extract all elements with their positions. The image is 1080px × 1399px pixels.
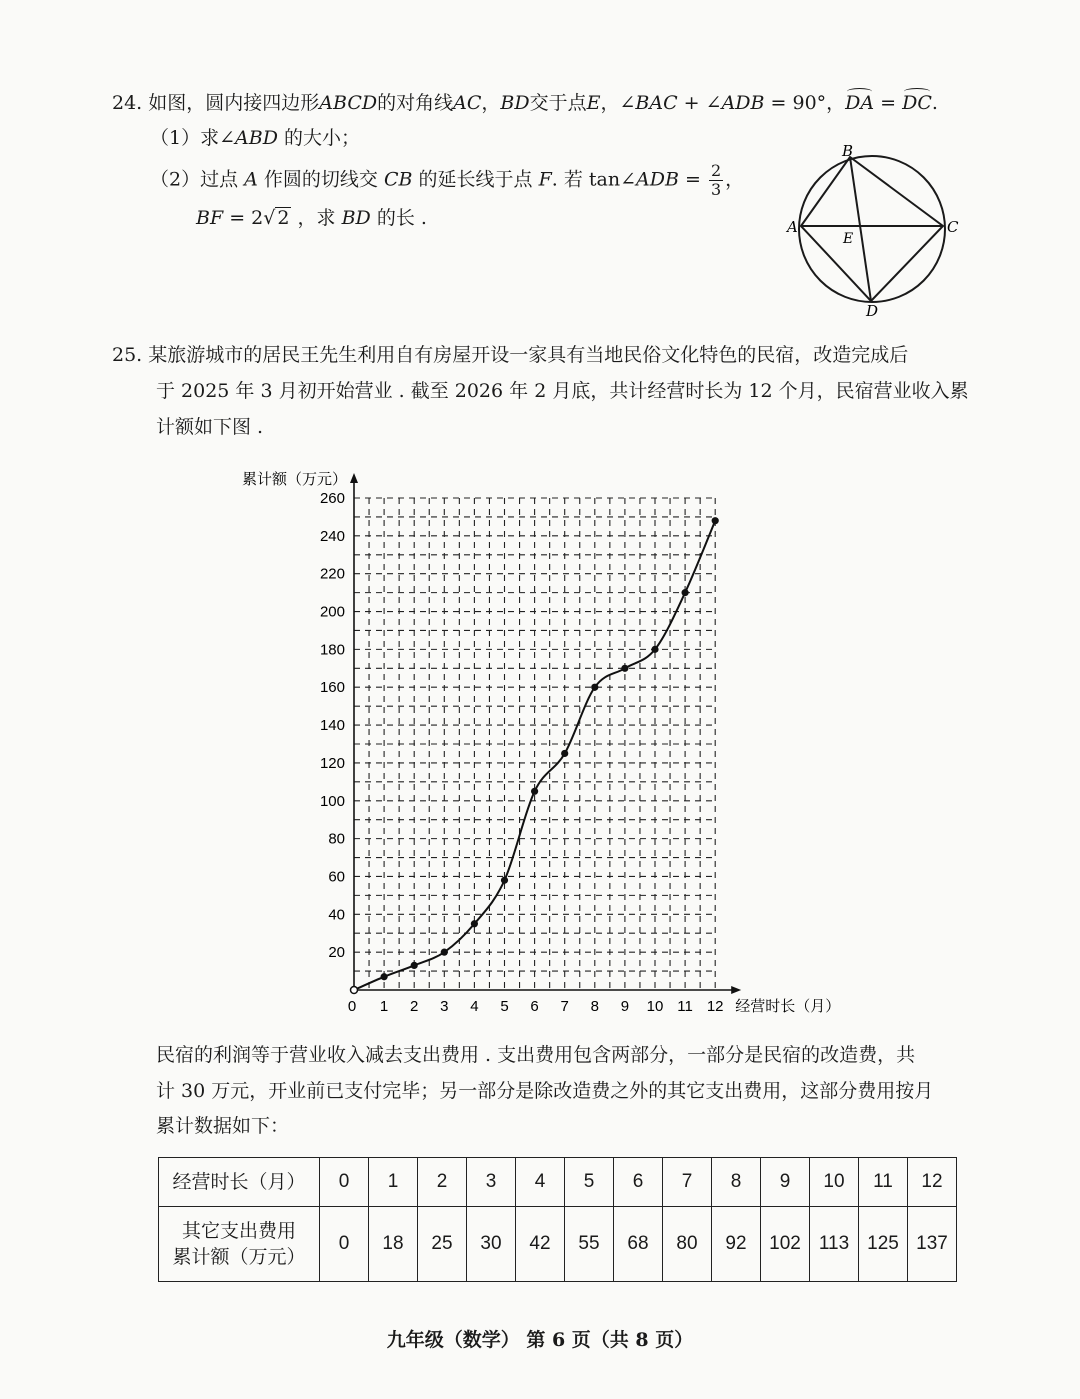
q25-line2: 于 2025 年 3 月初开始营业 . 截至 2026 年 2 月底，共计经营时长为 12 个月，民宿营业收入累 [156,380,969,402]
q24-stem: 如图，圆内接四边形ABCD的对角线AC，BD交于点E，∠BAC + ∠ADB = 90°，DA = DC. [148,92,938,114]
revenue-chart [230,465,850,1025]
label-c: C [947,218,959,236]
table-cell: 92 [712,1207,761,1282]
table-cell: 8 [712,1158,761,1207]
x-axis-arrow [731,986,741,994]
table-row-months [159,1158,957,1207]
fraction-two-thirds: $\frac{2}{3}$ [710,161,722,199]
q24-circle-figure [780,140,970,320]
table-header-months: 经营时长（月） [159,1158,320,1207]
y-tick-label: 20 [328,944,345,962]
q25-number: 25. [112,344,143,366]
y-tick-label: 180 [319,641,345,659]
quadrilateral-abcd [801,157,943,301]
table-cell: 102 [761,1207,810,1282]
label-e: E [843,231,854,247]
table-cell: 11 [859,1158,908,1207]
table-cell: 10 [810,1158,859,1207]
q24-part2-line1: （2）过点 A 作圆的切线交 CB 的延长线于点 F. 若 tan∠ADB = $\frac{2}{3}$ ， [150,161,745,199]
y-tick-label: 200 [319,603,345,621]
diagonal-bd [850,157,871,301]
data-point [682,589,689,596]
page-footer: 九年级（数学） 第 6 页（共 8 页） [386,1329,694,1351]
table-cell: 18 [369,1207,418,1282]
circle [799,156,945,302]
table-cell: 2 [418,1158,467,1207]
data-point [712,517,719,524]
x-tick-label: 11 [677,998,693,1015]
q25-line3: 计额如下图 . [156,416,264,438]
q25-para2-line1: 民宿的利润等于营业收入减去支出费用 . 支出费用包含两部分，一部分是民宿的改造费，共 [156,1044,916,1066]
data-point [561,750,568,757]
table-cell: 7 [663,1158,712,1207]
x-tick-label: 3 [440,998,449,1015]
label-b: B [842,142,854,160]
x-tick-label: 0 [347,998,357,1015]
y-tick-label: 60 [328,868,345,886]
data-point [441,949,448,956]
y-tick-label: 40 [328,906,345,924]
x-tick-label: 5 [500,998,509,1015]
arc-dc: DC [902,92,932,114]
q24-part2-line2: BF = 2√ 2 ，求 BD 的长 . [196,207,427,229]
x-tick-label: 9 [620,998,630,1015]
data-point [651,646,658,653]
table-cell: 125 [859,1207,908,1282]
data-point [411,962,418,969]
table-cell: 113 [810,1207,859,1282]
table-cell: 6 [614,1158,663,1207]
table-cell: 25 [418,1207,467,1282]
q24-number: 24. [112,92,143,114]
y-tick-label: 220 [319,565,345,583]
table-row-expenses [159,1207,957,1282]
y-tick-label: 160 [319,679,345,697]
table-header-expenses: 其它支出费用 累计额（万元） [159,1207,320,1282]
table-cell: 3 [467,1158,516,1207]
q25-line1: 25. 某旅游城市的居民王先生利用自有房屋开设一家具有当地民俗文化特色的民宿，改造完成后 [112,344,909,366]
y-tick-label: 120 [319,754,345,772]
data-point [381,973,388,980]
table-cell: 137 [908,1207,957,1282]
data-point [471,920,478,927]
q25-para2-line2: 计 30 万元，开业前已支付完毕；另一部分是除改造费之外的其它支出费用，这部分费用按月 [156,1080,934,1102]
x-axis-label: 经营时长（月） [735,997,841,1015]
data-point [531,788,538,795]
x-tick-label: 7 [560,998,569,1015]
data-point [501,877,508,884]
table-cell: 55 [565,1207,614,1282]
data-point-open [351,987,358,994]
expense-table [158,1157,957,1282]
data-point [621,665,628,672]
x-tick-label: 1 [379,998,389,1015]
table-cell: 12 [908,1158,957,1207]
table-cell: 9 [761,1158,810,1207]
y-tick-label: 260 [319,490,345,507]
y-axis-arrow [350,473,358,483]
sqrt-sign: √ [263,207,276,229]
y-tick-label: 140 [319,717,345,735]
table-cell: 0 [320,1158,369,1207]
x-tick-label: 10 [646,998,664,1015]
table-cell: 5 [565,1158,614,1207]
y-tick-label: 100 [319,792,345,810]
label-a: A [787,218,798,236]
x-tick-label: 2 [410,998,419,1015]
x-tick-label: 6 [530,998,539,1015]
x-tick-label: 12 [706,998,724,1015]
label-d: D [866,302,879,320]
table-cell: 80 [663,1207,712,1282]
y-tick-label: 80 [328,830,345,848]
x-tick-label: 4 [470,998,479,1015]
arc-da: DA [845,92,875,114]
data-point [591,684,598,691]
y-tick-label: 240 [319,527,345,545]
table-cell: 30 [467,1207,516,1282]
table-cell: 68 [614,1207,663,1282]
q24-line1 [112,90,938,116]
q25-para2-line3: 累计数据如下： [156,1115,290,1137]
table-cell: 0 [320,1207,369,1282]
x-tick-label: 8 [590,998,599,1015]
table-cell: 42 [516,1207,565,1282]
q24-part1: （1）求∠ABD 的大小； [150,127,360,149]
table-cell: 1 [369,1158,418,1207]
y-axis-label: 累计额（万元） [242,470,348,488]
table-cell: 4 [516,1158,565,1207]
